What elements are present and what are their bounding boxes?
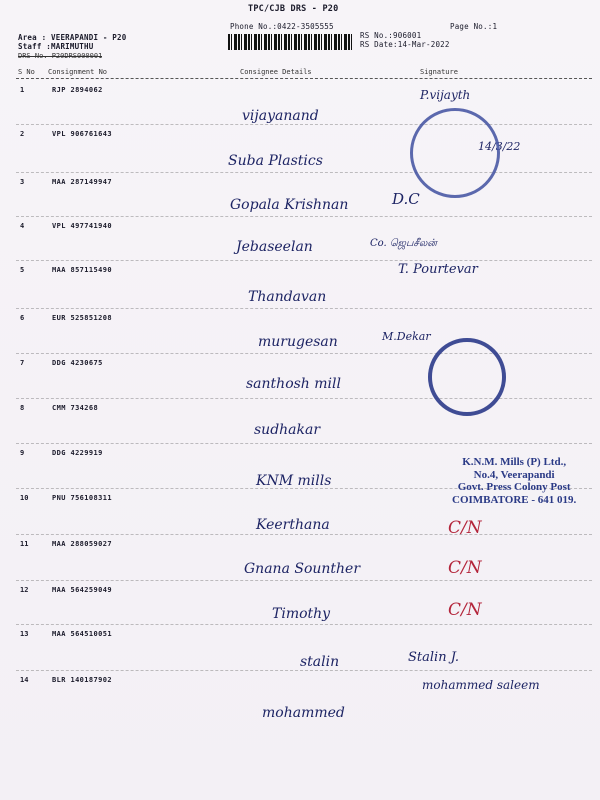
phone-number: Phone No.:0422-3505555 [230,22,334,31]
row-consignee-handwritten: murugesan [258,334,338,350]
row-consignment-no: VPL 906761643 [52,130,112,138]
row-divider [16,353,592,354]
row-consignee-handwritten: Keerthana [256,517,330,533]
row-divider [16,172,592,173]
col-header-sno: S No [18,68,35,76]
row-consignee-handwritten: Suba Plastics [228,153,323,169]
row-consignment-no: MAA 287149947 [52,178,112,186]
row-consignment-no: DDG 4230675 [52,359,103,367]
row-consignee-handwritten: Gnana Sounther [244,561,361,577]
row-consignment-no: PNU 756108311 [52,494,112,502]
row-signature: C/N [448,518,482,538]
suba-plastics-seal [410,108,500,198]
row-consignment-no: CMM 734268 [52,404,99,412]
row-sno: 3 [20,178,25,186]
sheet-title: TPC/CJB DRS - P20 [248,4,339,14]
row-sno: 9 [20,449,25,457]
row-consignment-no: MAA 857115490 [52,266,112,274]
col-header-signature: Signature [420,68,458,76]
page-number: Page No.:1 [450,22,498,31]
row-signature: C/N [448,600,482,620]
drs-number: DRS No. P20DRS000001 [18,52,103,60]
row-divider [16,443,592,444]
row-signature: T. Pourtevar [398,262,478,277]
row-consignment-no: VPL 497741940 [52,222,112,230]
knm-mills-address-stamp [452,456,576,506]
knm-mills-round-seal [428,338,506,416]
row-sno: 4 [20,222,25,230]
row-consignee-handwritten: vijayanand [242,108,319,124]
row-divider [16,124,592,125]
barcode-image [228,34,354,50]
row-sno: 11 [20,540,29,548]
rs-number: RS No.:906001 [360,31,422,40]
row-divider [16,398,592,399]
row-sno: 5 [20,266,25,274]
row-divider [16,260,592,261]
row-divider [16,670,592,671]
row-consignee-handwritten: Gopala Krishnan [230,197,349,213]
row-divider [16,308,592,309]
row-sno: 2 [20,130,25,138]
stamp-line: COIMBATORE - 641 019. [452,493,577,506]
stamp-line: Govt. Press Colony Post [457,481,571,493]
row-consignee-handwritten: KNM mills [256,473,332,489]
col-header-consignment: Consignment No [48,68,108,76]
header-rule [16,78,592,79]
row-sno: 12 [20,586,29,594]
row-consignee-handwritten: sudhakar [254,422,321,438]
row-consignee-handwritten: stalin [300,654,340,670]
row-divider [16,580,592,581]
row-sno: 7 [20,359,25,367]
row-consignment-no: MAA 288059027 [52,540,112,548]
staff-label: Staff :MARIMUTHU [18,42,94,51]
row-consignment-no: MAA 564259049 [52,586,112,594]
stamp-line: K.N.M. Mills (P) Ltd., [462,456,567,468]
row-consignment-no: EUR 525851208 [52,314,112,322]
row-consignment-no: BLR 140187902 [52,676,112,684]
row-consignee-handwritten: Jebaseelan [236,239,313,255]
row-consignee-handwritten: mohammed [262,705,345,721]
rs-date: RS Date:14-Mar-2022 [360,40,450,49]
row-sno: 14 [20,676,29,684]
row-divider [16,624,592,625]
row-sno: 6 [20,314,25,322]
row-signature: M.Dekar [382,330,431,343]
row-divider [16,216,592,217]
row-signature: Co. ஜெபசீலன் [370,238,437,249]
row-divider [16,534,592,535]
row-consignment-no: DDG 4229919 [52,449,103,457]
row-consignment-no: RJP 2894062 [52,86,103,94]
stamp-line: No.4, Veerapandi [473,468,555,481]
row-signature: 14/3/22 [478,140,521,153]
row-sno: 13 [20,630,29,638]
row-signature: mohammed saleem [422,678,540,692]
row-sno: 1 [20,86,25,94]
row-sno: 8 [20,404,25,412]
row-signature: D.C [392,190,420,208]
row-sno: 10 [20,494,29,502]
row-consignee-handwritten: santhosh mill [246,376,341,392]
row-signature: Stalin J. [408,650,460,665]
area-label: Area : VEERAPANDI - P20 [18,33,127,42]
row-consignee-handwritten: Timothy [272,606,331,622]
row-consignee-handwritten: Thandavan [248,289,327,305]
row-signature: P.vijayth [420,88,471,102]
row-signature: C/N [448,558,482,578]
col-header-consignee: Consignee Details [240,68,312,76]
row-consignment-no: MAA 564510051 [52,630,112,638]
